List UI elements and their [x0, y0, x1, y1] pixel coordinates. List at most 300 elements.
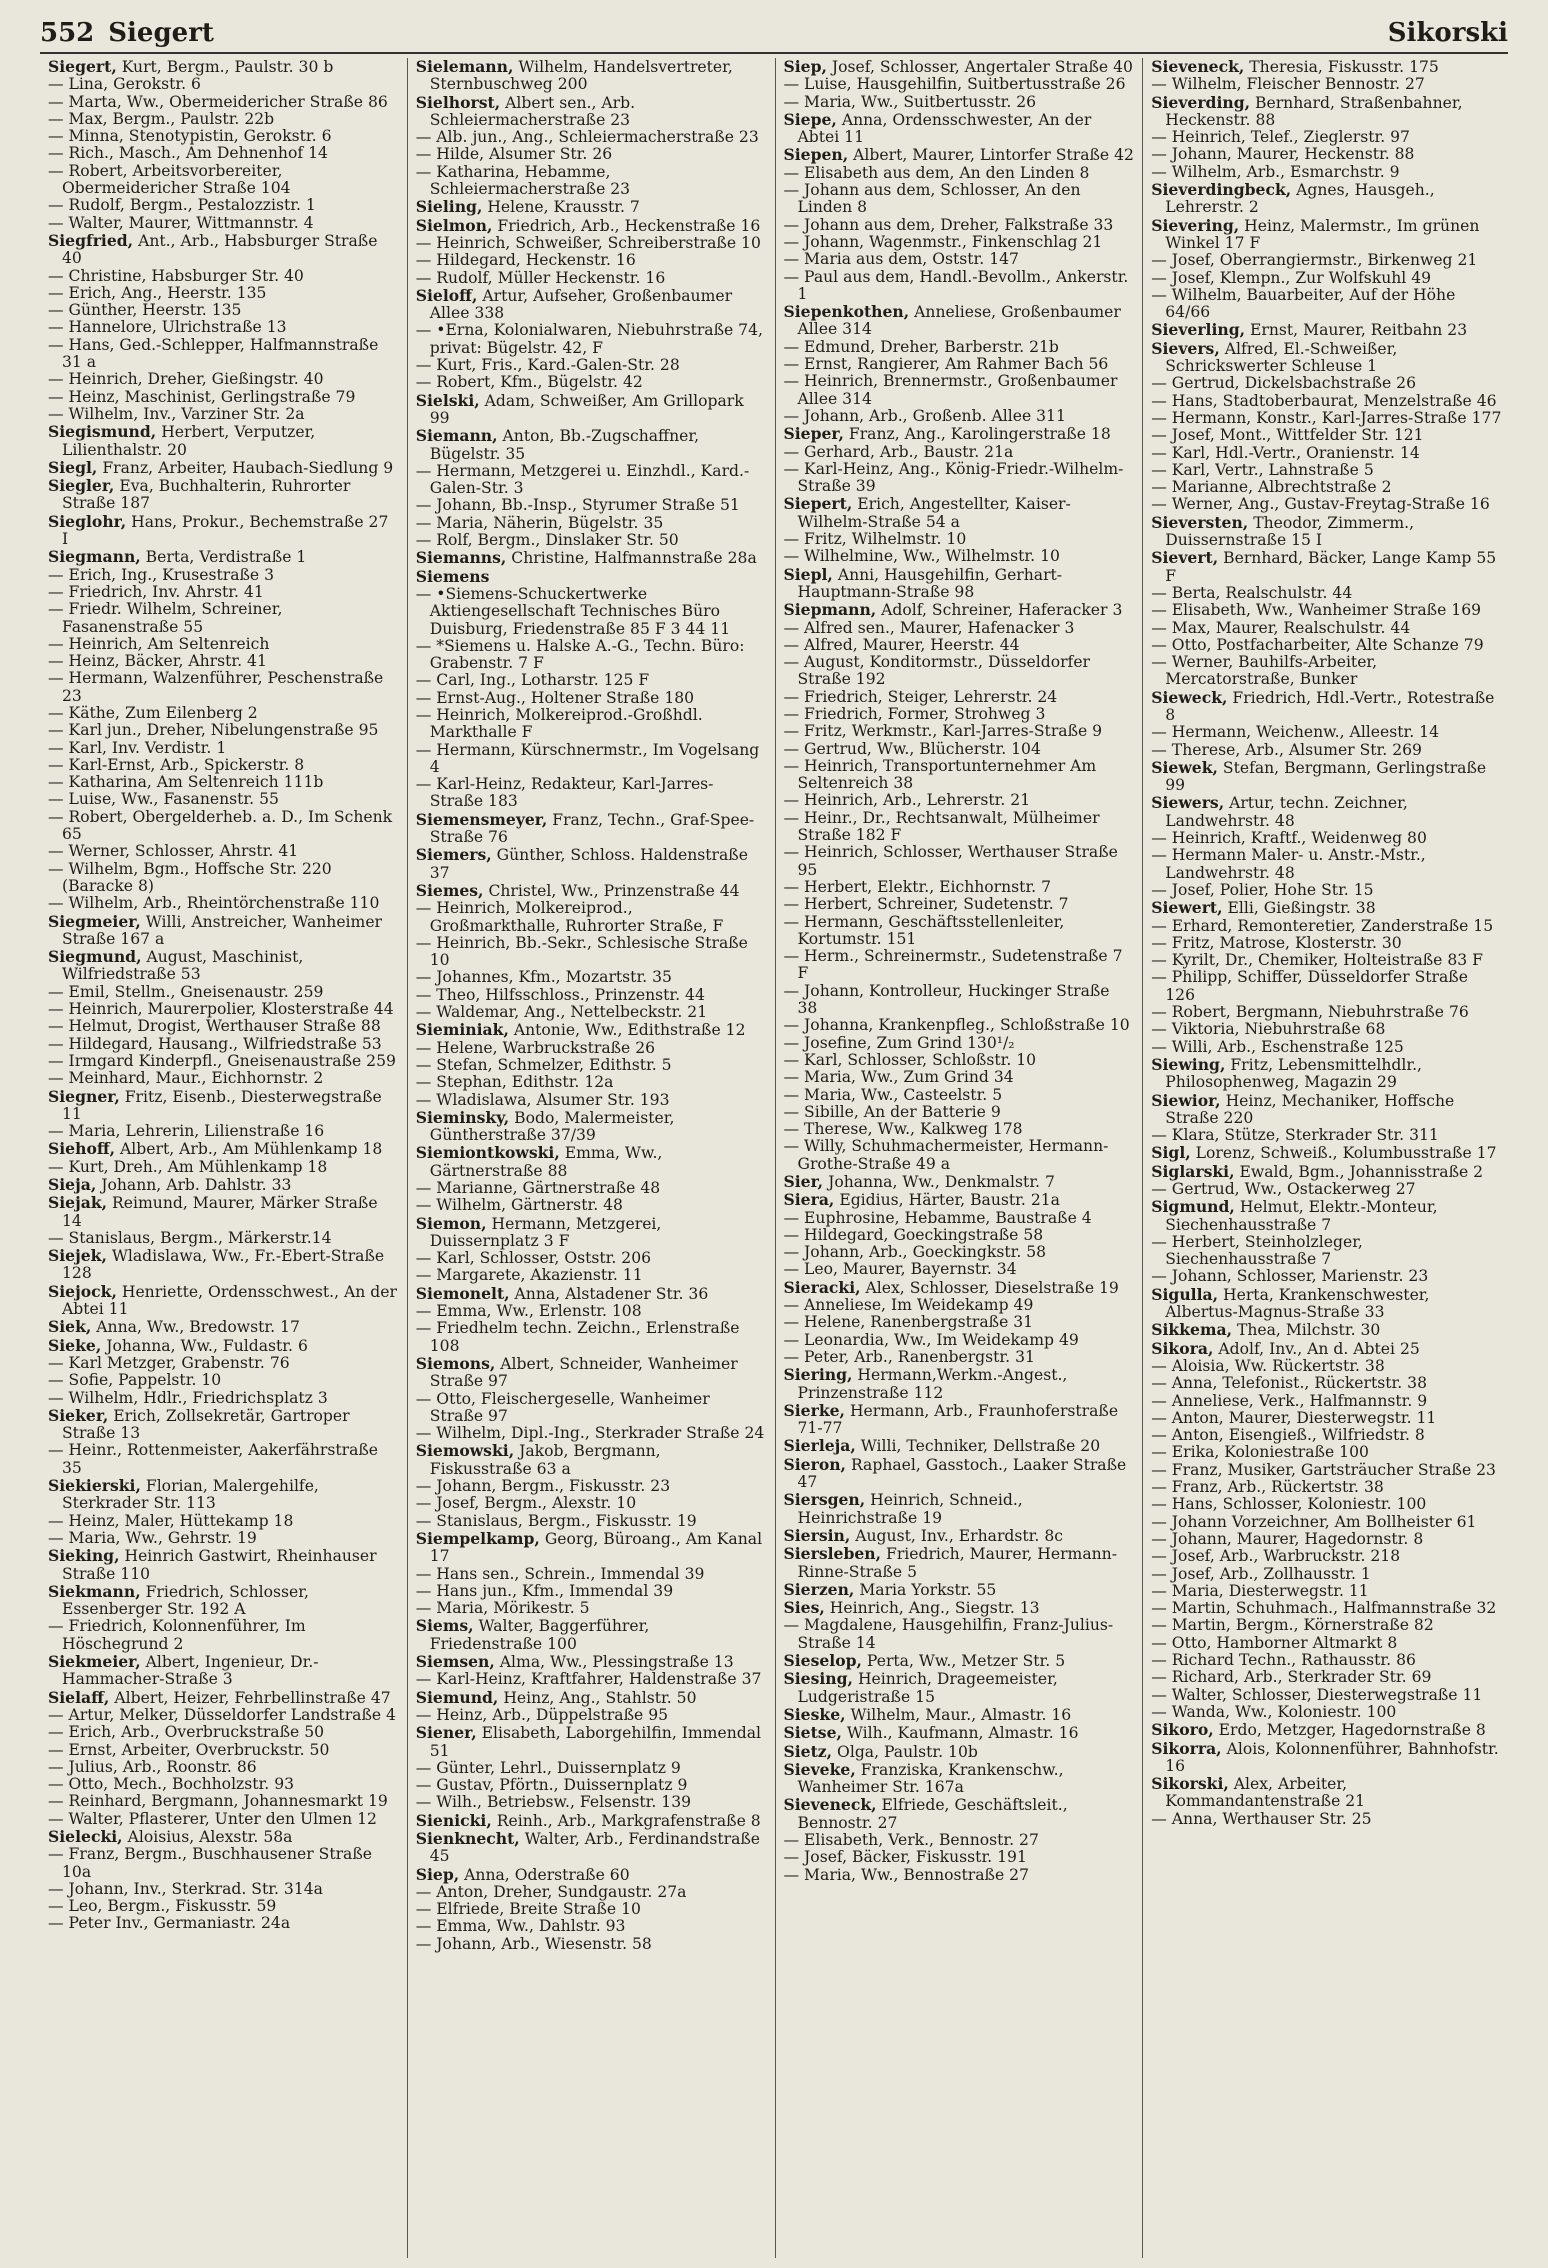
entry-text: — Josef, Bergm., Alexstr. 10	[415, 1494, 637, 1513]
directory-entry	[784, 1052, 1135, 1069]
entry-text: — Klara, Stütze, Sterkrader Str. 311	[1151, 1126, 1439, 1145]
directory-entry	[416, 1267, 767, 1284]
directory-entry	[416, 1760, 767, 1777]
entry-text: — Karl-Heinz, Ang., König-Friedr.-Wilhelm-Straße 39	[783, 459, 1124, 496]
entry-text: — Margarete, Akazienstr. 11	[415, 1266, 643, 1285]
entry-surname: Sietse,	[783, 1723, 842, 1743]
entry-text: Hans, Prokur., Bechemstraße 27 I	[62, 512, 389, 549]
entry-surname: Sieja,	[48, 1175, 97, 1194]
directory-entry	[416, 497, 767, 514]
directory-entry	[416, 357, 767, 374]
entry-text: — Philipp, Schiffer, Düsseldorfer Straße 126	[1151, 968, 1468, 1004]
directory-entry	[416, 1215, 767, 1251]
directory-entry	[1151, 969, 1502, 1004]
entry-text: — Alb. jun., Ang., Schleiermacherstraße 23	[415, 128, 759, 147]
entry-text: Perta, Ww., Metzer Str. 5	[861, 1652, 1066, 1671]
entry-text: Jakob, Bergmann, Fiskusstraße 63 a	[429, 1442, 661, 1478]
entry-surname: Siemsen,	[415, 1652, 495, 1672]
directory-entry	[1151, 340, 1502, 376]
entry-surname: Sieweck,	[1151, 687, 1228, 707]
directory-entry	[1151, 1617, 1502, 1634]
entry-text: Günther, Schloss. Haldenstraße 37	[429, 846, 748, 882]
entry-surname: Sieverding,	[1151, 92, 1251, 112]
entry-text: — Kyrilt, Dr., Chemiker, Holteistraße 83 F	[1151, 951, 1483, 970]
entry-text: — Gerhard, Arb., Baustr. 21a	[783, 442, 1014, 461]
entry-surname: Sier,	[783, 1172, 824, 1191]
directory-entry	[784, 637, 1135, 654]
directory-entry	[1151, 287, 1502, 322]
directory-entry	[416, 217, 767, 235]
entry-text: — Wilhelm, Inv., Varziner Str. 2a	[48, 404, 305, 423]
entry-text: — Luise, Ww., Fasanenstr. 55	[48, 790, 279, 809]
entry-text: — Karl, Schlosser, Oststr. 206	[415, 1249, 652, 1268]
directory-entry	[416, 1707, 767, 1724]
entry-text: — Karl Metzger, Grabenstr. 76	[48, 1353, 290, 1372]
entry-surname: Siep,	[783, 58, 827, 76]
entry-text: Agnes, Hausgeh., Lehrerstr. 2	[1165, 181, 1435, 217]
directory-entry	[1151, 1496, 1502, 1513]
entry-surname: Siempelkamp,	[415, 1528, 540, 1548]
directory-entry	[784, 165, 1135, 182]
page-number: 552	[40, 18, 95, 48]
directory-entry	[48, 1915, 399, 1932]
entry-text: — *Siemens u. Halske A.-G., Techn. Büro: Grabenstr. 7 F	[415, 636, 745, 673]
directory-entry	[48, 809, 399, 844]
entry-surname: Siemowski,	[415, 1441, 515, 1461]
directory-entry	[1151, 1092, 1502, 1128]
entry-text: — Fritz, Wilhelmstr. 10	[783, 530, 967, 549]
entry-text: — Wilhelm, Bgm., Hoffsche Str. 220 (Baracke 8)	[48, 859, 332, 895]
directory-entry	[784, 1279, 1135, 1297]
entry-text: Wilhelm, Maur., Almastr. 16	[845, 1705, 1072, 1724]
entry-text: — Wilhelm, Bauarbeiter, Auf der Höhe 64/66	[1151, 285, 1456, 322]
entry-text: — Heinr., Dr., Rechtsanwalt, Mülheimer Straße 182 F	[783, 808, 1100, 845]
entry-text: — Edmund, Dreher, Barberstr. 21b	[783, 337, 1059, 356]
directory-entry	[1151, 1811, 1502, 1828]
directory-entry	[416, 707, 767, 742]
entry-text: — Heinrich, Brennermstr., Großenbaumer Allee 314	[783, 372, 1118, 408]
entry-text: — Karl, Inv. Verdistr. 1	[48, 738, 227, 757]
entry-text: Reinh., Arb., Markgrafenstraße 8	[491, 1811, 761, 1830]
entry-text: — Maria, Ww., Bennostraße 27	[783, 1865, 1029, 1884]
entry-text: — Walter, Maurer, Wittmannstr. 4	[48, 213, 314, 232]
entry-text: — Friedrich, Kolonnenführer, Im Höschegrund 2	[48, 1617, 306, 1653]
entry-text: — Rolf, Bergm., Dinslaker Str. 50	[415, 531, 679, 550]
directory-entry	[48, 1070, 399, 1087]
directory-entry	[784, 1796, 1135, 1832]
entry-text: Helene, Krausstr. 7	[482, 198, 640, 217]
directory-entry	[416, 742, 767, 777]
entry-text: — Herbert, Steinholzleger, Siechenhausstraße 7	[1151, 1232, 1363, 1269]
directory-entry	[48, 1247, 399, 1283]
entry-text: — Erika, Koloniestraße 100	[1151, 1443, 1369, 1462]
directory-entry	[48, 1530, 399, 1547]
entry-surname: Siepen,	[783, 145, 849, 165]
directory-entry	[784, 444, 1135, 461]
directory-entry	[1151, 1479, 1502, 1496]
entry-text: Friedrich, Hdl.-Vertr., Rotestraße 8	[1165, 688, 1495, 724]
directory-entry	[48, 406, 399, 423]
entry-text: — Heinrich, Schlosser, Werthauser Straße 95	[783, 843, 1118, 879]
directory-entry	[1151, 918, 1502, 935]
directory-entry	[1151, 1775, 1502, 1811]
directory-entry	[784, 548, 1135, 565]
directory-entry	[48, 843, 399, 860]
directory-entry	[784, 879, 1135, 896]
directory-entry	[48, 337, 399, 372]
entry-text: — Leonardia, Ww., Im Weidekamp 49	[783, 1330, 1079, 1349]
directory-entry	[1151, 1358, 1502, 1375]
entry-text: — Robert, Obergelderheb. a. D., Im Schenk 65	[48, 807, 393, 844]
entry-text: — Elisabeth, Verk., Bennostr. 27	[783, 1830, 1039, 1849]
directory-entry	[48, 319, 399, 336]
entry-text: Adam, Schweißer, Am Grillopark 99	[429, 391, 744, 427]
entry-text: — Heinrich, Bb.-Sekr., Schlesische Straße 10	[415, 933, 748, 970]
entry-surname: Sielemann,	[415, 58, 514, 76]
directory-entry	[48, 1407, 399, 1443]
directory-entry	[1151, 462, 1502, 479]
entry-text: — Emil, Stellm., Gneisenaustr. 259	[48, 982, 324, 1001]
column-1	[40, 58, 408, 2258]
directory-entry	[416, 586, 767, 638]
directory-entry	[1151, 181, 1502, 217]
directory-entry	[48, 1898, 399, 1915]
directory-entry	[48, 1742, 399, 1759]
entry-surname: Sieveneck,	[1151, 58, 1245, 76]
directory-entry	[784, 1724, 1135, 1742]
directory-entry	[784, 461, 1135, 496]
directory-entry	[48, 1001, 399, 1018]
directory-entry	[1151, 1531, 1502, 1548]
entry-surname: Siemanns,	[415, 548, 507, 568]
entry-text: — Rudolf, Müller Heckenstr. 16	[415, 268, 666, 287]
entry-text: — Hans, Stadtoberbaurat, Menzelstraße 46	[1151, 391, 1497, 410]
entry-text: Theodor, Zimmerm., Duissernstraße 15 I	[1165, 513, 1415, 550]
entry-text: — Karl, Vertr., Lahnstraße 5	[1151, 460, 1374, 479]
directory-entry	[48, 1318, 399, 1336]
directory-entry	[1151, 94, 1502, 130]
entry-text: Stefan, Bergmann, Gerlingstraße 99	[1165, 758, 1487, 795]
directory-entry	[48, 774, 399, 791]
entry-text: August, Inv., Erhardstr. 8c	[850, 1526, 1063, 1545]
entry-text: Elisabeth, Laborgehilfin, Immendal 51	[429, 1724, 762, 1760]
entry-text: — Johann, Arb., Goeckingkstr. 58	[783, 1243, 1047, 1262]
entry-text: Albert, Schneider, Wanheimer Straße 97	[429, 1354, 738, 1391]
entry-text: Heinrich, Drageemeister, Ludgeristraße 15	[797, 1670, 1058, 1706]
entry-surname: Siek,	[48, 1317, 92, 1337]
entry-surname: Sigl,	[1151, 1143, 1191, 1163]
directory-entry	[1151, 1704, 1502, 1721]
directory-entry	[416, 1884, 767, 1901]
entry-text: — Viktoria, Niebuhrstraße 68	[1151, 1020, 1386, 1039]
entry-text: — Hans, Ged.-Schlepper, Halfmannstraße 31 a	[48, 335, 379, 372]
directory-entry	[416, 164, 767, 199]
directory-entry	[1151, 76, 1502, 93]
entry-text: Florian, Malergehilfe, Sterkrader Str. 113	[62, 1477, 319, 1513]
entry-text: — Josef, Arb., Warbruckstr. 218	[1151, 1547, 1401, 1566]
entry-surname: Siemund,	[415, 1687, 499, 1707]
entry-text: Anni, Hausgehilfin, Gerhart-Hauptmann-Straße 98	[797, 565, 1063, 601]
directory-entry	[784, 1670, 1135, 1706]
directory-entry	[48, 791, 399, 808]
directory-entry	[48, 1793, 399, 1810]
directory-entry	[416, 322, 767, 357]
directory-entry	[1151, 1393, 1502, 1410]
entry-surname: Siewert,	[1151, 898, 1223, 918]
entry-text: Bodo, Malermeister, Güntherstraße 37/39	[429, 1108, 675, 1145]
entry-text: — Anna, Telefonist., Rückertstr. 38	[1151, 1374, 1428, 1393]
entry-text: — Elisabeth, Ww., Wanheimer Straße 169	[1151, 601, 1482, 620]
directory-entry	[48, 128, 399, 145]
entry-surname: Siepert,	[783, 494, 853, 514]
entry-text: — Friedrich, Steiger, Lehrerstr. 24	[783, 687, 1058, 706]
directory-entry	[48, 670, 399, 705]
directory-entry	[48, 548, 399, 566]
entry-text: — Johann, Bb.-Insp., Styrumer Straße 51	[415, 496, 740, 515]
entry-text: — Franz, Musiker, Gartsträucher Straße 23	[1151, 1460, 1496, 1479]
directory-entry	[48, 1355, 399, 1372]
entry-text: — Willy, Schuhmachermeister, Hermann-Grothe-Straße 49 a	[783, 1137, 1109, 1173]
entry-text: — Hildegard, Heckenstr. 16	[415, 251, 636, 270]
directory-entry	[416, 1936, 767, 1953]
directory-entry	[784, 339, 1135, 356]
entry-text: — Maria, Diesterwegstr. 11	[1151, 1581, 1369, 1600]
entry-surname: Siewers,	[1151, 793, 1225, 813]
entry-text: Thea, Milchstr. 30	[1232, 1321, 1381, 1340]
directory-entry	[416, 1495, 767, 1512]
entry-surname: Siepe,	[783, 109, 837, 129]
entry-text: — Hermann, Metzgerei u. Einzhdl., Kard.-Galen-Str. 3	[415, 461, 750, 498]
entry-surname: Sievering,	[1151, 215, 1240, 235]
entry-text: — Robert, Kfm., Bügelstr. 42	[415, 373, 643, 392]
entry-text: Ewald, Bgm., Johannisstraße 2	[1234, 1162, 1484, 1181]
entry-text: — Waldemar, Ang., Nettelbeckstr. 21	[415, 1003, 708, 1022]
entry-text: — Heinrich, Molkereiprod., Großmarkthalle, Ruhrorter Straße, F	[415, 899, 724, 935]
directory-entry	[784, 1581, 1135, 1599]
directory-entry	[1151, 1669, 1502, 1686]
entry-text: — Josef, Oberrangiermstr., Birkenweg 21	[1151, 251, 1478, 270]
directory-entry	[784, 1104, 1135, 1121]
entry-text: — Stephan, Edithstr. 12a	[415, 1073, 614, 1092]
directory-entry	[1151, 952, 1502, 969]
entry-surname: Sielmon,	[415, 215, 493, 235]
directory-entry	[416, 1671, 767, 1688]
directory-entry	[1151, 1635, 1502, 1652]
entry-text: — Max, Bergm., Paulstr. 22b	[48, 109, 275, 128]
directory-entry	[416, 882, 767, 900]
directory-entry	[1151, 1462, 1502, 1479]
directory-entry	[48, 94, 399, 111]
entry-text: — Josef, Mont., Wittfelder Str. 121	[1151, 426, 1424, 445]
entry-text: — Carl, Ing., Lotharstr. 125 F	[415, 671, 650, 690]
entry-text: — Helene, Warbruckstraße 26	[415, 1038, 656, 1057]
directory-entry	[1151, 830, 1502, 847]
entry-text: — Sibille, An der Batterie 9	[783, 1102, 1001, 1121]
entry-text: Heinrich, Schneid., Heinrichstraße 19	[797, 1491, 1023, 1527]
entry-text: — Käthe, Zum Eilenberg 2	[48, 703, 258, 722]
directory-entry	[48, 459, 399, 477]
entry-text: — Marianne, Gärtnerstraße 48	[415, 1179, 661, 1197]
entry-surname: Sieske,	[783, 1704, 846, 1724]
directory-entry	[48, 601, 399, 636]
entry-text: Johanna, Ww., Denkmalstr. 7	[823, 1173, 1055, 1191]
directory-entry	[1151, 393, 1502, 410]
entry-surname: Siegmeier,	[48, 911, 141, 931]
directory-entry	[416, 1285, 767, 1303]
entry-text: Willi, Anstreicher, Wanheimer Straße 167 a	[62, 912, 383, 948]
entry-text: Anna, Ordensschwester, An der Abtei 11	[797, 110, 1092, 147]
directory-entry	[48, 984, 399, 1001]
entry-text: — Karl-Heinz, Kraftfahrer, Haldenstraße 37	[415, 1670, 762, 1689]
directory-entry	[416, 1391, 767, 1426]
entry-surname: Sieron,	[783, 1454, 846, 1474]
entry-text: — Hilde, Alsumer Str. 26	[415, 145, 613, 164]
entry-text: — Heinrich, Schweißer, Schreiberstraße 10	[415, 233, 761, 252]
directory-entry	[416, 1653, 767, 1671]
entry-text: — Helmut, Drogist, Werthauser Straße 88	[48, 1017, 381, 1036]
entry-text: — Stefan, Schmelzer, Edithstr. 5	[415, 1055, 672, 1074]
column-4	[1143, 58, 1510, 2258]
entry-text: — Maria, Ww., Gehrstr. 19	[48, 1528, 257, 1547]
entry-surname: Siemons,	[415, 1353, 496, 1373]
entry-text: Berta, Verdistraße 1	[140, 548, 307, 567]
entry-surname: Siegler,	[48, 476, 115, 496]
entry-surname: Siegmann,	[48, 547, 141, 567]
directory-entry	[416, 1689, 767, 1707]
directory-entry	[1151, 217, 1502, 253]
entry-text: — Gustav, Pförtn., Duissernplatz 9	[415, 1776, 688, 1795]
entry-text: Anna, Oderstraße 60	[459, 1865, 630, 1884]
directory-entry	[784, 1617, 1135, 1652]
entry-text: — Johann, Bergm., Fiskusstr. 23	[415, 1477, 671, 1496]
entry-surname: Sievers,	[1151, 338, 1220, 358]
entry-text: — Maria aus dem, Oststr. 147	[783, 250, 1019, 269]
directory-entry	[48, 1053, 399, 1070]
entry-text: Franz, Techn., Graf-Spee-Straße 76	[429, 810, 755, 847]
directory-entry	[784, 1832, 1135, 1849]
entry-text: — Artur, Melker, Düsseldorfer Landstraße 4	[48, 1705, 396, 1724]
entry-text: — Fritz, Werkmstr., Karl-Jarres-Straße 9	[783, 722, 1103, 741]
entry-text: — •Siemens-Schuckertwerke Aktiengesellschaft Technisches Büro Duisburg, Friedenstraße 85 F 3 44 11	[415, 584, 731, 638]
entry-text: — Sofie, Pappelstr. 10	[48, 1371, 222, 1390]
directory-entry	[48, 1230, 399, 1247]
directory-entry	[784, 1599, 1135, 1617]
entry-text: — Erich, Arb., Overbruckstraße 50	[48, 1723, 325, 1742]
directory-entry	[1151, 375, 1502, 392]
entry-surname: Siewing,	[1151, 1054, 1226, 1074]
directory-entry	[784, 1332, 1135, 1349]
directory-entry	[48, 145, 399, 162]
directory-entry	[1151, 794, 1502, 830]
entry-text: — Lina, Gerokstr. 6	[48, 75, 201, 94]
entry-surname: Sievert,	[1151, 548, 1219, 568]
entry-text: Alois, Kolonnenführer, Bahnhofstr. 16	[1165, 1739, 1499, 1775]
entry-text: Aloisius, Alexstr. 58a	[122, 1827, 293, 1846]
entry-text: — Hermann, Kürschnermstr., Im Vogelsang 4	[415, 740, 760, 776]
directory-entry	[1151, 1127, 1502, 1144]
directory-entry	[784, 566, 1135, 602]
entry-surname: Siesing,	[783, 1669, 853, 1689]
directory-entry	[416, 1812, 767, 1830]
directory-entry	[1151, 620, 1502, 637]
directory-entry	[48, 1477, 399, 1513]
entry-text: Franz, Arbeiter, Haubach-Siedlung 9	[97, 458, 394, 477]
entry-surname: Sieper,	[783, 424, 844, 444]
entry-surname: Sieling,	[415, 197, 483, 217]
entry-text: Henriette, Ordensschwest., An der Abtei 11	[62, 1282, 397, 1319]
entry-surname: Siekmann,	[48, 1581, 141, 1601]
directory-entry	[48, 232, 399, 268]
directory-entry	[1151, 164, 1502, 181]
directory-entry	[416, 270, 767, 287]
entry-surname: Siepmann,	[783, 600, 877, 620]
entry-text: — Robert, Bergmann, Niebuhrstraße 76	[1151, 1003, 1469, 1022]
directory-entry	[416, 1530, 767, 1566]
entry-text: Georg, Büroang., Am Kanal 17	[429, 1529, 763, 1566]
directory-entry	[784, 146, 1135, 164]
directory-entry	[784, 1261, 1135, 1278]
directory-entry	[48, 1759, 399, 1776]
directory-entry	[784, 234, 1135, 251]
directory-entry	[784, 844, 1135, 879]
directory-entry	[416, 1092, 767, 1109]
directory-entry	[416, 549, 767, 567]
entry-text: Alfred, El.-Schweißer, Schrickswerter Schleuse 1	[1165, 339, 1398, 376]
entry-surname: Sielhorst,	[415, 92, 501, 112]
directory-entry	[784, 723, 1135, 740]
directory-entry	[1151, 1268, 1502, 1285]
directory-entry	[784, 1138, 1135, 1173]
directory-entry	[48, 1583, 399, 1619]
directory-entry	[1151, 1340, 1502, 1358]
entry-text: Artur, Aufseher, Großenbaumer Allee 338	[429, 286, 733, 323]
entry-text: — Emma, Ww., Erlenstr. 108	[415, 1302, 642, 1321]
directory-entry	[784, 58, 1135, 76]
entry-text: — Werner, Ang., Gustav-Freytag-Straße 16	[1151, 495, 1490, 514]
directory-entry	[784, 620, 1135, 637]
directory-entry	[784, 1402, 1135, 1438]
entry-text: Raphael, Gasstoch., Laaker Straße 47	[797, 1455, 1127, 1492]
entry-text: — Heinrich, Arb., Lehrerstr. 21	[783, 791, 1031, 810]
entry-surname: Siekierski,	[48, 1476, 141, 1496]
directory-entry	[784, 1706, 1135, 1724]
entry-text: Wladislawa, Ww., Fr.-Ebert-Straße 128	[62, 1247, 385, 1283]
directory-entry	[1151, 1721, 1502, 1739]
entry-text: Walter, Baggerführer, Friedenstraße 100	[429, 1617, 650, 1653]
directory-entry	[1151, 585, 1502, 602]
directory-entry	[48, 1513, 399, 1530]
directory-entry	[1151, 1163, 1502, 1181]
entry-text: — Anna, Werthauser Str. 25	[1151, 1809, 1372, 1828]
entry-text: — Rudolf, Bergm., Pestalozzistr. 1	[48, 196, 316, 215]
column-3	[776, 58, 1144, 2258]
entry-text: — Reinhard, Bergmann, Johannesmarkt 19	[48, 1792, 388, 1811]
entry-surname: Siera,	[783, 1190, 835, 1210]
entry-text: — Friedhelm techn. Zeichn., Erlenstraße 108	[415, 1319, 740, 1355]
entry-text: — Alfred, Maurer, Heerstr. 44	[783, 635, 1020, 654]
directory-entry	[48, 1828, 399, 1846]
directory-entry	[416, 846, 767, 882]
directory-entry	[784, 1867, 1135, 1884]
directory-entry	[1151, 689, 1502, 725]
entry-surname: Sienicki,	[415, 1810, 492, 1830]
directory-entry	[48, 477, 399, 513]
directory-entry	[48, 584, 399, 601]
entry-text: Theresia, Fiskusstr. 175	[1244, 58, 1439, 76]
directory-entry	[1151, 882, 1502, 899]
entry-surname: Sieversten,	[1151, 512, 1249, 532]
directory-entry	[1151, 637, 1502, 654]
